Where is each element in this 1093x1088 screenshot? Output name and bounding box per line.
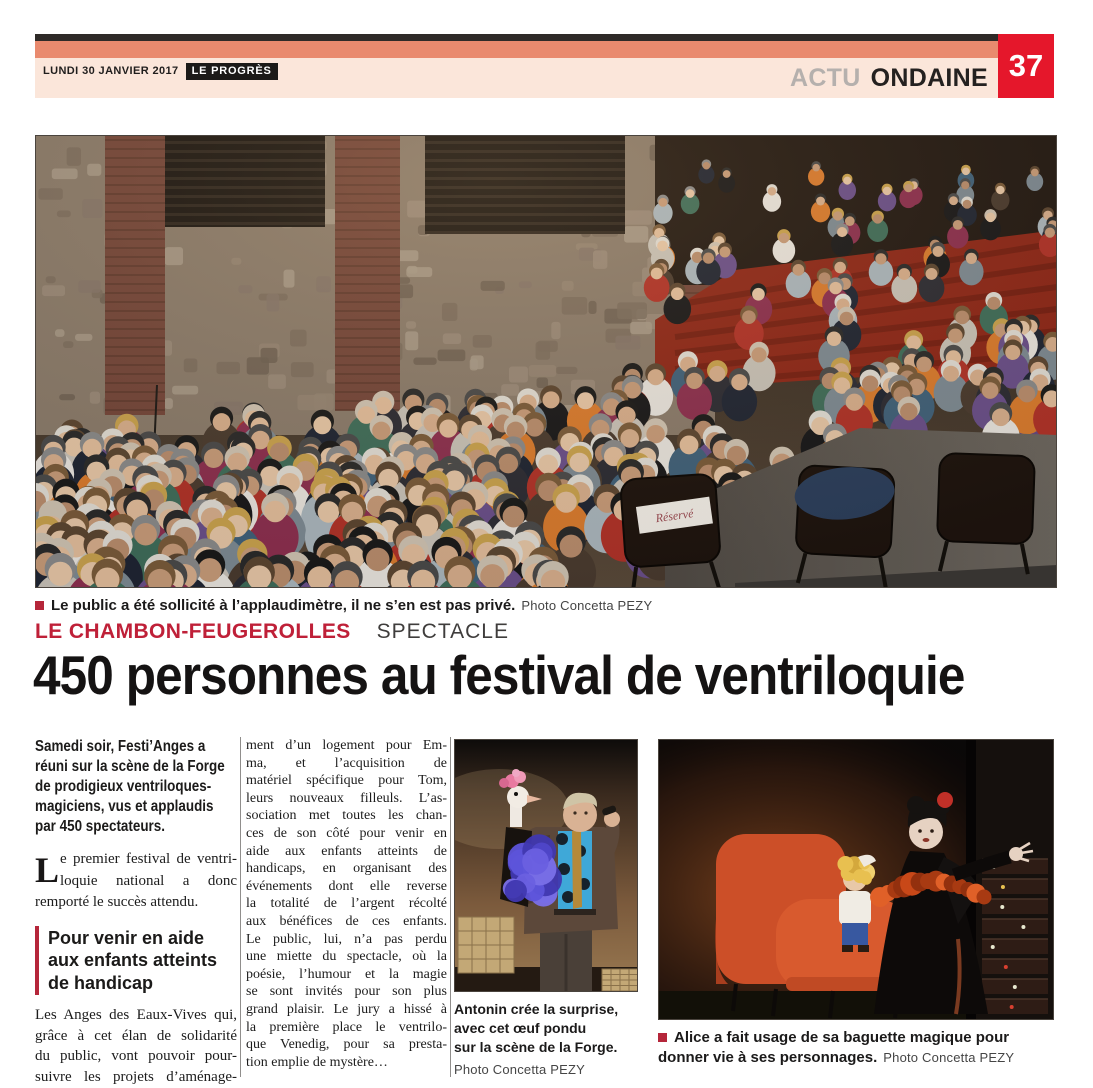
text-line: par 450 spectateurs.: [35, 818, 165, 835]
photo-credit: Photo Concetta PEZY: [883, 1050, 1015, 1065]
text-line: suivre les projets d’aménage-: [35, 1068, 237, 1085]
kicker: [35, 620, 509, 644]
text-line: ma, et l’acquisition de: [246, 755, 447, 771]
article-subhead: [35, 926, 237, 996]
text-line: remporté le succès attendu.: [35, 894, 199, 910]
column-divider: [240, 737, 241, 1077]
text-line: Les Anges des Eaux-Vives qui,: [35, 1007, 237, 1023]
kicker-topic: SPECTACLE: [376, 620, 509, 643]
masthead-salmon-bar: [35, 41, 998, 58]
text-line: sociation met toutes les chan-: [246, 808, 447, 824]
antonin-photo-caption: [454, 1000, 640, 1079]
page-number: 37: [1008, 48, 1044, 83]
text-line: que Venedig, pour sa presta-: [246, 1037, 447, 1053]
photo-credit: Photo Concetta PEZY: [521, 598, 653, 613]
red-square-bullet-icon: [35, 601, 44, 610]
page-number-box: [998, 34, 1054, 98]
text-line: Antonin crée la surprise,: [454, 1001, 619, 1017]
section-actu-label: ACTU: [789, 64, 861, 92]
text-line: Samedi soir, Festi’Anges a: [35, 738, 206, 755]
text-line: aide aux enfants atteints de: [246, 843, 447, 859]
drop-cap: L: [35, 850, 60, 890]
text-line: sur la scène de la Forge.: [454, 1039, 618, 1055]
text-line: handicaps, en organisant des: [246, 861, 447, 877]
text-line: se sont invités pour son plus: [246, 984, 447, 1000]
edition-date: LUNDI 30 JANVIER 2017: [43, 65, 179, 77]
text-line: de prodigieux ventriloques-: [35, 778, 212, 795]
antonin-photo: [454, 739, 638, 992]
text-line: ces de son côté pour venir en: [246, 825, 447, 841]
caption-text: Le public a été sollicité à l’applaudimètre, il ne s’en est pas privé.: [51, 597, 516, 614]
audience-photo: [35, 135, 1057, 588]
text-line: magiciens, vus et applaudis: [35, 798, 214, 815]
text-line: événements dont elle reverse: [246, 878, 447, 894]
text-line: aux bénéfices de ces enfants.: [246, 913, 447, 929]
caption-text: Alice a fait usage de sa baguette magique pour donner vie à ses personnages.: [658, 1029, 1010, 1066]
text-line: la totalité de l’argent récolté: [246, 896, 447, 912]
section-header: [790, 64, 988, 93]
text-line: grand plaisir. Le jury a hissé à: [246, 1001, 447, 1017]
text-line: e premier festival de ventri-: [60, 851, 237, 867]
text-line: grâce à cet élan de solidarité: [35, 1027, 237, 1044]
article-paragraph-2: [35, 1005, 237, 1087]
alice-photo-caption: [658, 1028, 1058, 1068]
audience-photo-caption: [35, 597, 1057, 614]
text-line: Pour venir en aide: [48, 927, 205, 948]
article-column-1: [35, 737, 237, 1087]
antonin-photo-illustration: [454, 739, 638, 992]
text-line: matériel spécifique pour Tom,: [246, 773, 447, 789]
brand-badge: LE PROGRÈS: [186, 63, 278, 80]
text-line: tion emplie de mystère…: [246, 1054, 388, 1070]
masthead-top-rule: [35, 34, 1054, 41]
text-line: de handicap: [48, 972, 154, 993]
masthead-dateline: [43, 63, 278, 80]
article-lede: [35, 737, 225, 837]
text-line: loquie national a donc: [60, 872, 237, 889]
red-square-bullet-icon: [658, 1033, 667, 1042]
headline: 450 personnes au festival de ventriloquie: [33, 644, 965, 706]
alice-photo-illustration: [658, 739, 1054, 1020]
column-divider: [450, 737, 451, 1077]
text-line: poésie, l’humour et la magie: [246, 966, 447, 982]
audience-photo-illustration: [35, 135, 1057, 588]
alice-photo: [658, 739, 1054, 1020]
section-ondaine-label: ONDAINE: [870, 64, 988, 92]
text-line: leurs nouveaux filleuls. L’as-: [246, 790, 447, 806]
article-column-2: [246, 737, 447, 1071]
text-line: la première place le ventrilo-: [246, 1019, 447, 1035]
text-line: Le public, lui, n’a pas perdu: [246, 931, 447, 947]
text-line: ment d’un logement pour Em-: [246, 738, 447, 753]
photo-credit: Photo Concetta PEZY: [454, 1062, 585, 1077]
text-line: réuni sur la scène de la Forge: [35, 758, 225, 775]
text-line: une miette du spectacle, où la: [246, 949, 447, 965]
text-line: aux enfants atteints: [48, 950, 218, 970]
article-paragraph-1: [35, 849, 237, 914]
text-line: du public, vont pouvoir pour-: [35, 1048, 237, 1064]
text-line: avec cet œuf pondu: [454, 1020, 587, 1036]
kicker-location: LE CHAMBON-FEUGEROLLES: [35, 620, 351, 643]
